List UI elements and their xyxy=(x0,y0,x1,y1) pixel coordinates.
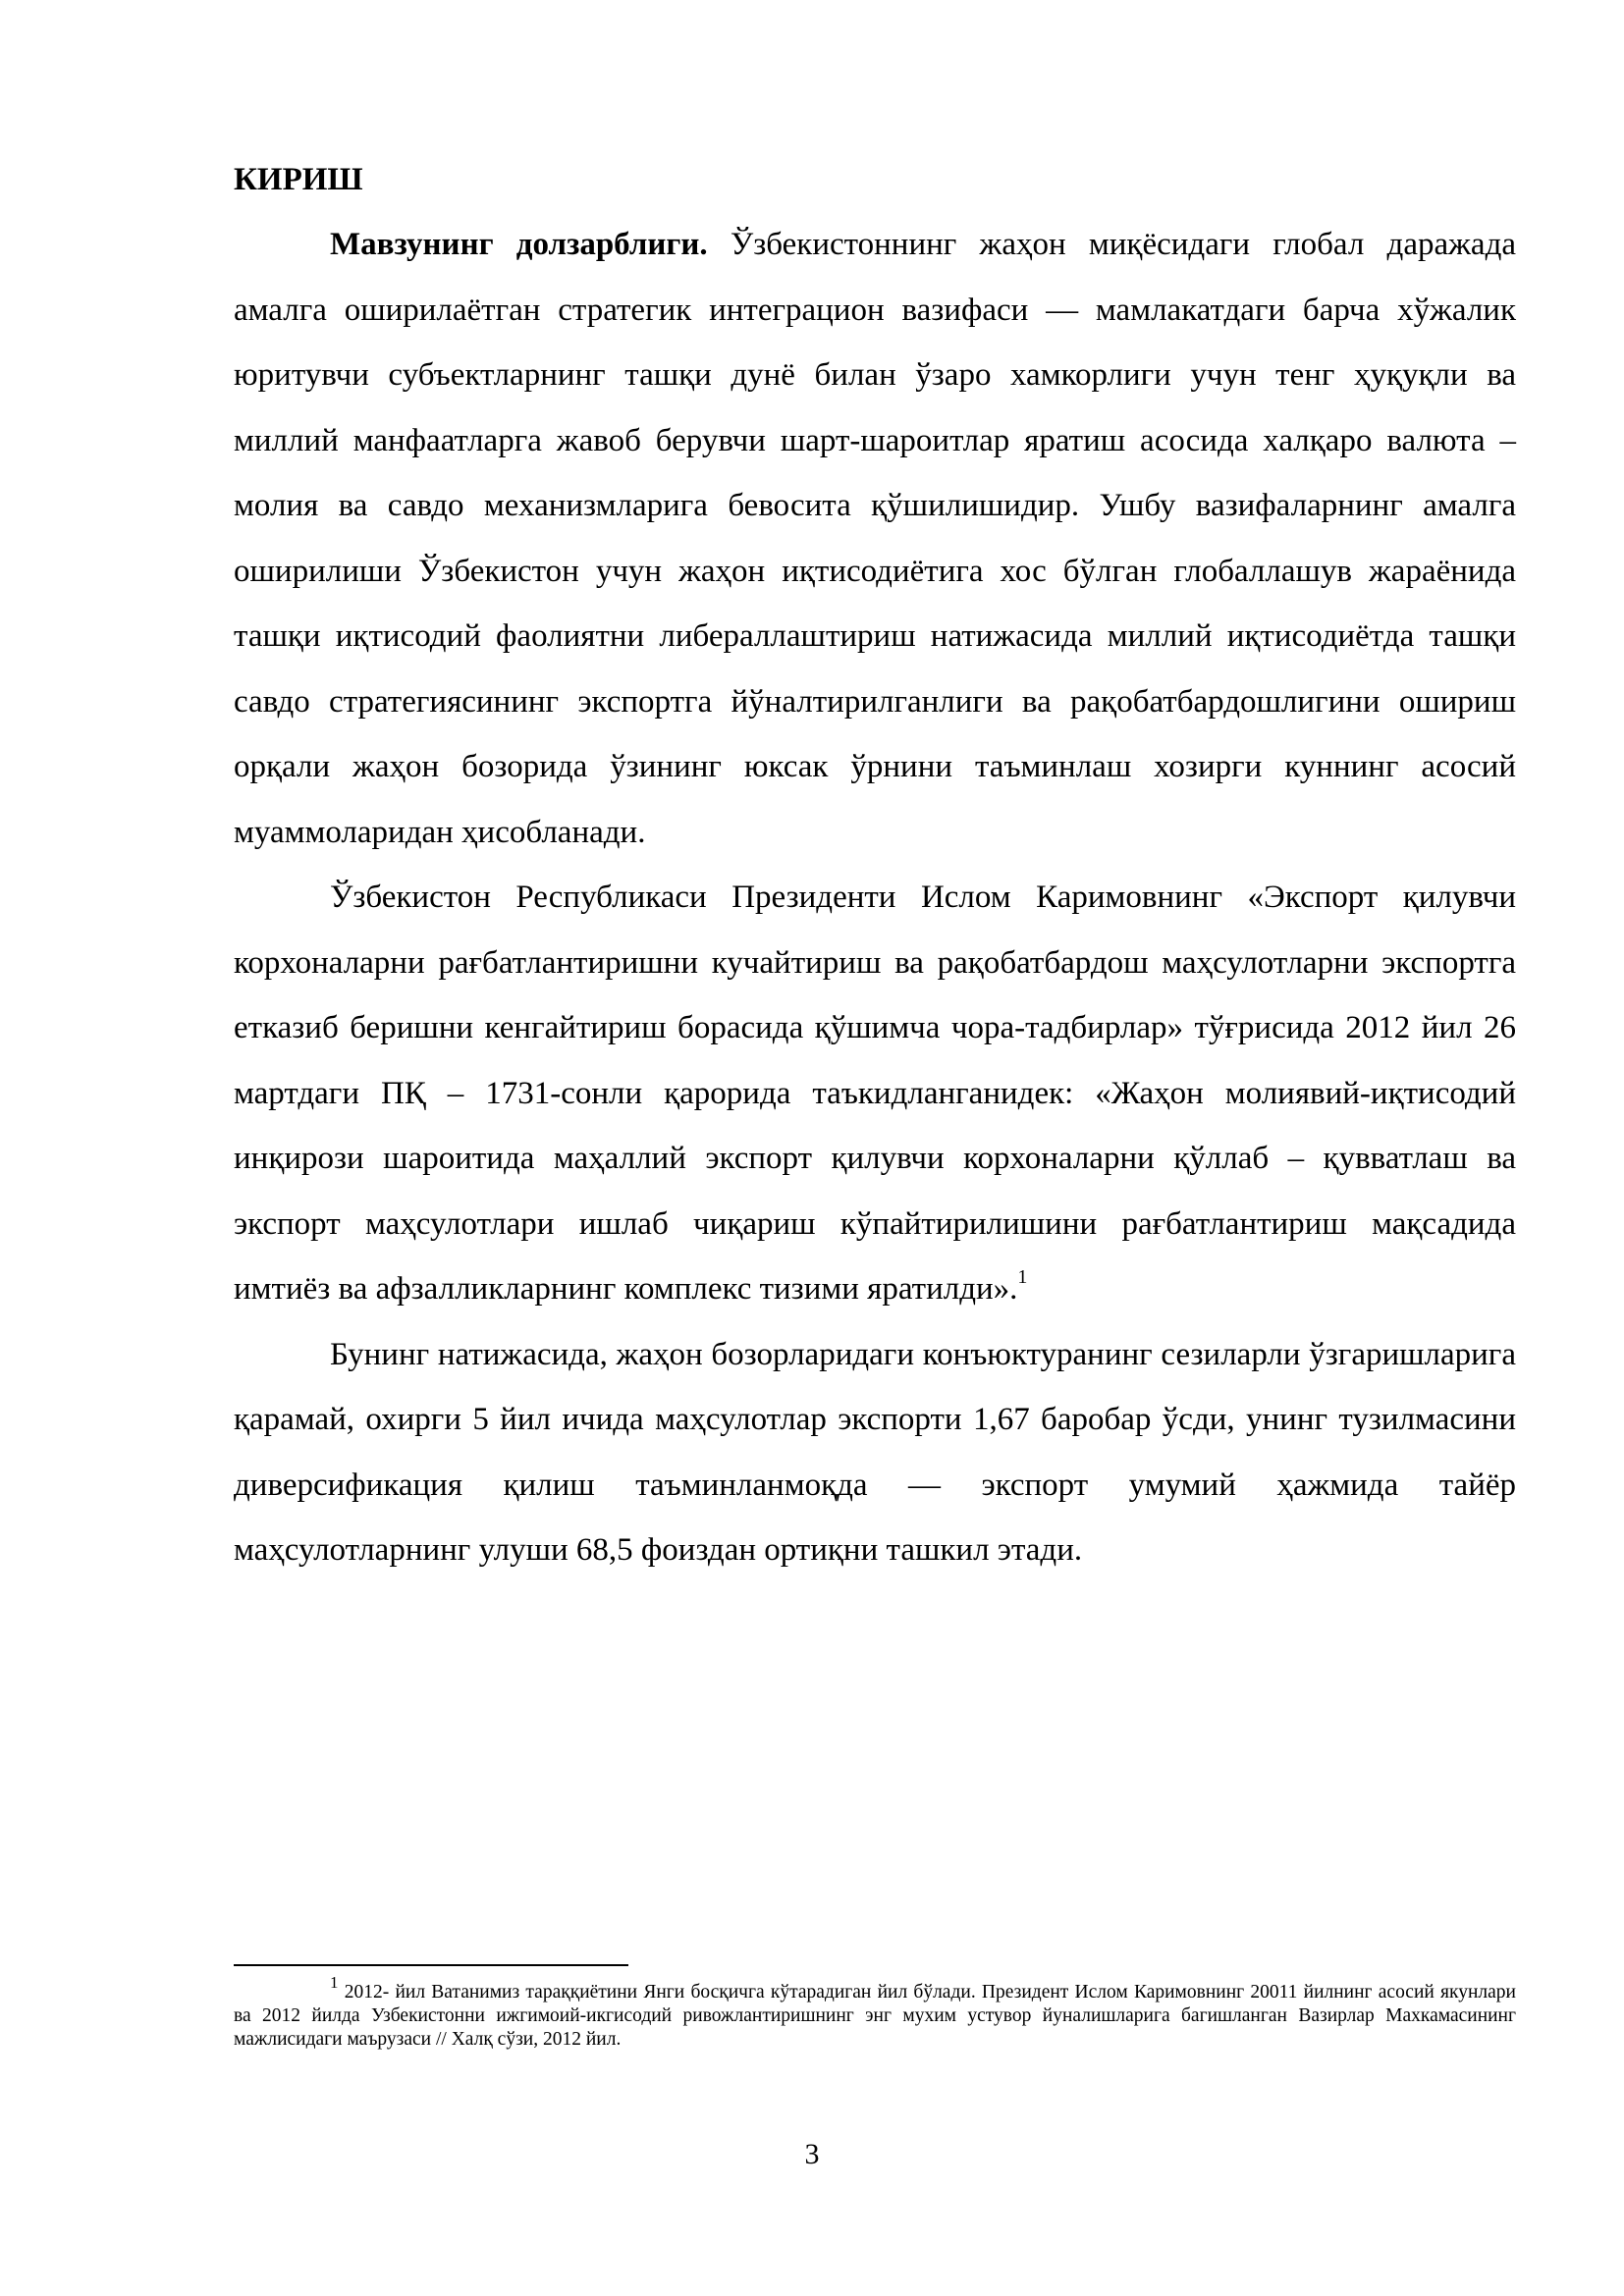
body-text xyxy=(234,147,1516,1583)
footnote-reference[interactable]: 1 xyxy=(1017,1266,1028,1288)
paragraph-relevance xyxy=(234,212,1516,865)
footnote xyxy=(234,1973,1516,2052)
section-heading: КИРИШ xyxy=(234,162,363,197)
paragraph-lead: Мавзунинг долзарблиги. xyxy=(330,227,708,262)
footnote-separator xyxy=(234,1964,628,1966)
paragraph-president-decree xyxy=(234,865,1516,1322)
page-number: 3 xyxy=(804,2138,820,2170)
paragraph-text: Ўзбекистон Республикаси Президенти Ислом Каримовнинг «Экспорт қилувчи корхоналарни рағбатлантиришни кучайтириш ва рақобатбардош маҳсулотларни экспортга етказиб беришни кенгайтириш борасида қўшимча чора-тадбирлар» тўғрисида 2012 йил 26 мартдаги ПҚ – 1731-сонли қарорида таъкидланганидек: «Жаҳон молиявий-иқтисодий инқирози шароитида маҳаллий экспорт қилувчи корхоналарни қўллаб – қувватлаш ва экспорт маҳсулотлари ишлаб чиқариш кўпайтирилишини рағбатлантириш мақсадида имтиёз ва афзалликларнинг комплекс тизими яратилди». xyxy=(234,880,1516,1307)
paragraph-text: Бунинг натижасида, жаҳон бозорларидаги конъюктуранинг сезиларли ўзгаришларига қарамай, охирги 5 йил ичида маҳсулотлар экспорти 1,67 баробар ўсди, унинг тузилмасини диверсификация қилиш таъминланмоқда — экспорт умумий ҳажмида тайёр маҳсулотларнинг улуши 68,5 фоиздан ортиқни ташкил этади. xyxy=(234,1336,1516,1568)
paragraph-export-results xyxy=(234,1322,1516,1583)
paragraph-text: Ўзбекистоннинг жаҳон миқёсидаги глобал даражада амалга оширилаётган стратегик интеграцион вазифаси — мамлакатдаги барча хўжалик юритувчи субъектларнинг ташқи дунё билан ўзаро хамкорлиги учун тенг ҳуқуқли ва миллий манфаатларга жавоб берувчи шарт-шароитлар яратиш асосида халқаро валюта – молия ва савдо механизмларига бевосита қўшилишидир. Ушбу вазифаларнинг амалга оширилиши Ўзбекистон учун жаҳон иқтисодиётига хос бўлган глобаллашув жараёнида ташқи иқтисодий фаолиятни либераллаштириш натижасида миллий иқтисодиётда ташқи савдо стратегиясининг экспортга йўналтирилганлиги ва рақобатбардошлигини ошириш орқали жаҳон бозорида ўзининг юксак ўрнини таъминлаш хозирги куннинг асосий муаммоларидан ҳисобланади. xyxy=(234,227,1517,850)
footnote-marker: 1 xyxy=(330,1973,339,1992)
footnote-text: 2012- йил Ватанимиз тараққиётини Янги босқичга кўтарадиган йил бўлади. Президент Ислом Каримовнинг 20011 йилнинг асосий якунлари ва 2012 йилда Узбекистонни ижгимоий-икгисодий ривожлантиришнинг энг мухим устувор йуналишларига багишланган Вазирлар Махкамасининг мажлисидаги маърузаси // Халқ сўзи, 2012 йил. xyxy=(234,1982,1516,2050)
